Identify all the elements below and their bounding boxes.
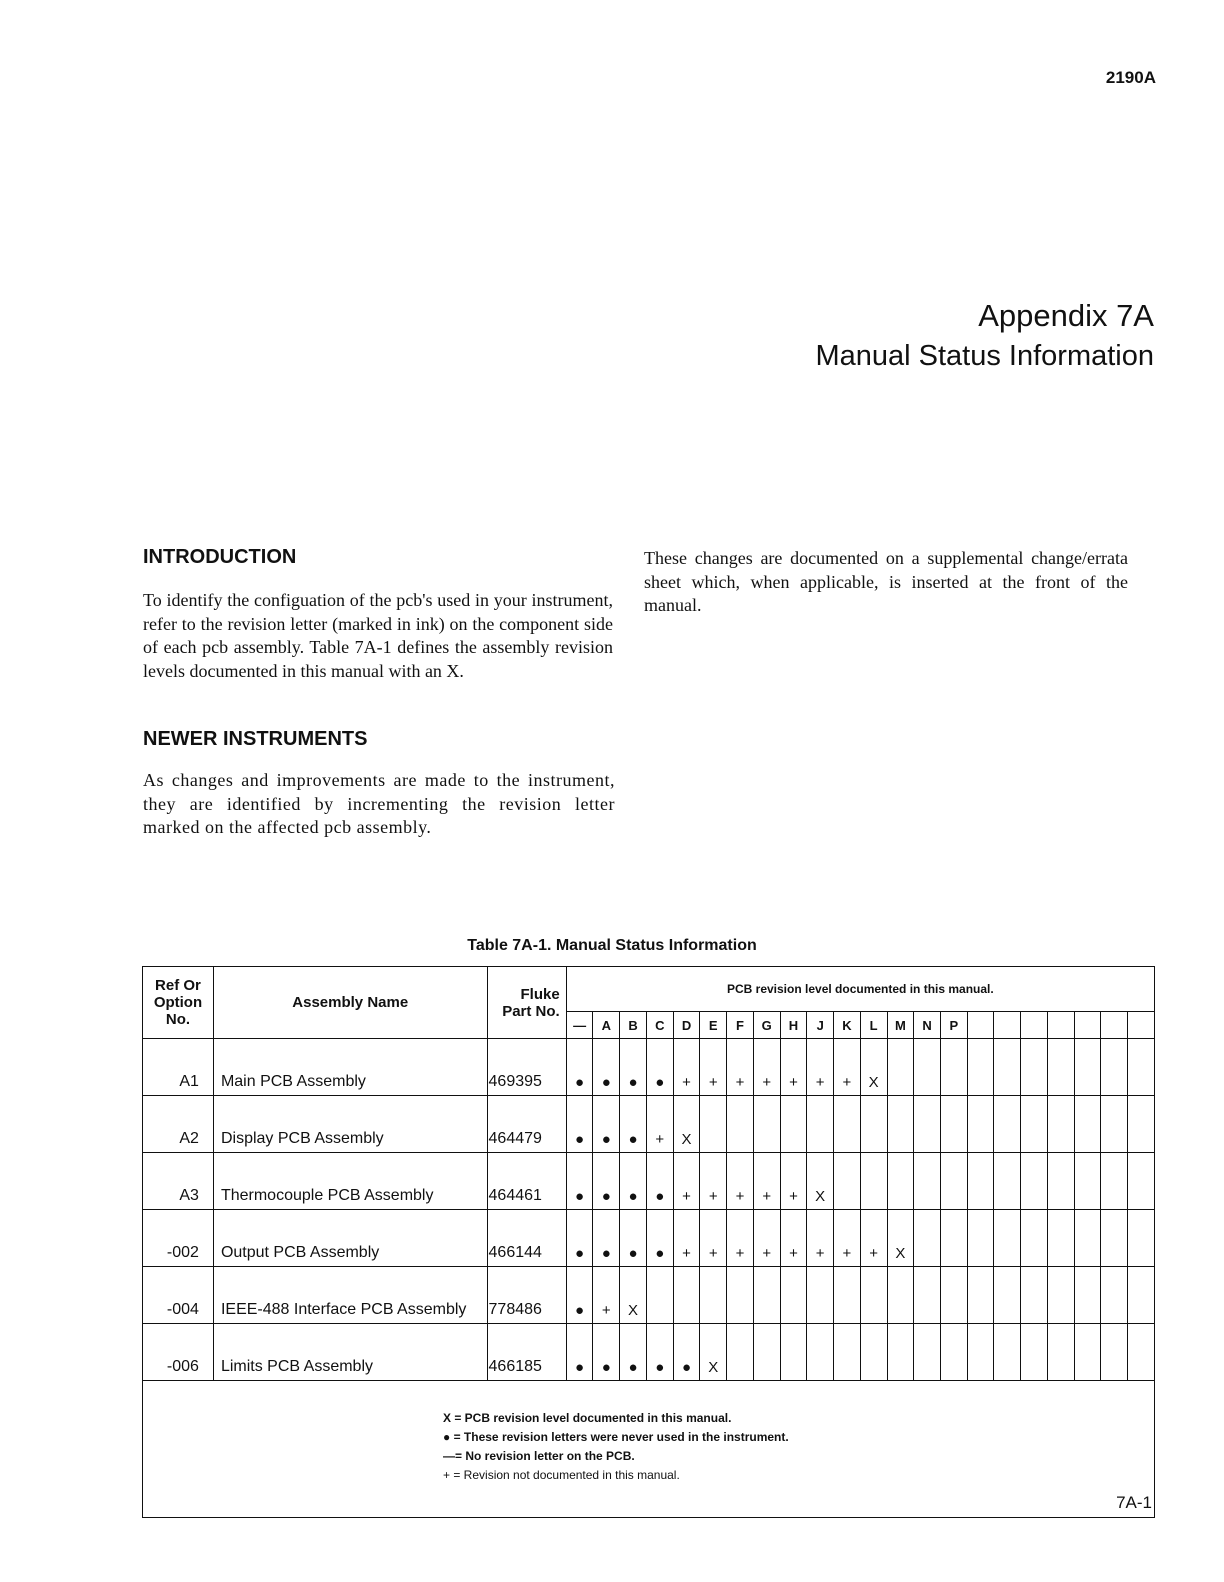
revision-mark-cell: ● [566,1096,593,1153]
revision-mark-cell [914,1267,941,1324]
revision-mark-cell [1128,1096,1155,1153]
revision-letter-header [994,1012,1021,1039]
revision-mark-cell [1047,1096,1074,1153]
legend-dash: —= No revision letter on the PCB. [443,1449,635,1463]
revision-letter-header: J [807,1012,834,1039]
revision-mark-cell: + [700,1039,727,1096]
revision-mark-cell: + [700,1153,727,1210]
revision-mark-cell [1047,1210,1074,1267]
revision-mark-cell: + [834,1039,861,1096]
revision-mark-cell [994,1096,1021,1153]
revision-mark-cell: ● [566,1267,593,1324]
revision-letter-header: K [834,1012,861,1039]
revision-mark-cell [967,1210,994,1267]
revision-mark-cell [1074,1153,1101,1210]
revision-mark-cell [967,1096,994,1153]
revision-mark-cell: + [753,1210,780,1267]
revision-mark-cell: ● [566,1210,593,1267]
revision-letter-header [1047,1012,1074,1039]
table-row [143,1210,1155,1267]
revision-mark-cell [994,1153,1021,1210]
revision-mark-cell [646,1267,673,1324]
revision-mark-cell [1074,1267,1101,1324]
revision-mark-cell [967,1153,994,1210]
revision-letter-header: D [673,1012,700,1039]
part-number-cell: 464461 [487,1153,566,1210]
revision-mark-cell [1047,1153,1074,1210]
revision-mark-cell [1074,1324,1101,1381]
table-row [143,1096,1155,1153]
revision-mark-cell [834,1267,861,1324]
revision-letter-header [1128,1012,1155,1039]
revision-mark-cell [940,1210,967,1267]
table-legend [143,1381,1155,1518]
revision-mark-cell [914,1096,941,1153]
part-number-cell: 778486 [487,1267,566,1324]
table-caption: Table 7A-1. Manual Status Information [467,937,757,954]
revision-mark-cell: ● [646,1153,673,1210]
revision-letter-header: M [887,1012,914,1039]
revision-mark-cell: + [780,1153,807,1210]
revision-mark-cell [887,1267,914,1324]
assembly-name-cell: Thermocouple PCB Assembly [213,1153,487,1210]
revision-mark-cell [1021,1210,1048,1267]
revision-mark-cell: ● [673,1324,700,1381]
revision-mark-cell [1101,1153,1128,1210]
revision-mark-cell [1101,1039,1128,1096]
revision-mark-cell [834,1324,861,1381]
ref-cell: -002 [143,1210,214,1267]
revision-mark-cell [780,1096,807,1153]
revision-mark-cell: ● [566,1153,593,1210]
revision-letter-header: H [780,1012,807,1039]
revision-mark-cell [1021,1096,1048,1153]
revision-mark-cell [807,1324,834,1381]
revision-mark-cell [807,1096,834,1153]
revision-mark-cell [940,1267,967,1324]
revision-mark-cell [994,1210,1021,1267]
revision-mark-cell [1047,1267,1074,1324]
revision-mark-cell [1128,1324,1155,1381]
revision-mark-cell [887,1153,914,1210]
legend-plus: + = Revision not documented in this manual. [443,1468,680,1482]
revision-mark-cell [1021,1039,1048,1096]
appendix-title: Appendix 7A [978,298,1154,333]
revision-mark-cell [780,1324,807,1381]
revision-mark-cell [1074,1096,1101,1153]
revision-mark-cell [887,1324,914,1381]
revision-mark-cell: ● [620,1153,647,1210]
revision-letter-header [1074,1012,1101,1039]
revision-mark-cell: + [780,1210,807,1267]
appendix-subtitle: Manual Status Information [815,340,1154,372]
legend-bullet: ● = These revision letters were never used in the instrument. [443,1430,789,1444]
revision-mark-cell: X [807,1153,834,1210]
revision-mark-cell [673,1267,700,1324]
assembly-name-cell: Output PCB Assembly [213,1210,487,1267]
revision-mark-cell [940,1153,967,1210]
revision-mark-cell [807,1267,834,1324]
revision-mark-cell: + [860,1210,887,1267]
revision-mark-cell: ● [593,1096,620,1153]
table-row [143,1324,1155,1381]
revision-mark-cell [753,1267,780,1324]
revision-mark-cell: + [807,1210,834,1267]
revision-mark-cell: + [700,1210,727,1267]
revision-mark-cell: ● [593,1210,620,1267]
revision-mark-cell [1128,1267,1155,1324]
revision-mark-cell [940,1096,967,1153]
revision-mark-cell [860,1096,887,1153]
revision-letter-header [1101,1012,1128,1039]
revision-mark-cell [1021,1324,1048,1381]
revision-mark-cell [1101,1210,1128,1267]
revision-mark-cell [967,1324,994,1381]
revision-mark-cell [1101,1096,1128,1153]
revision-letter-header: A [593,1012,620,1039]
revision-mark-cell [700,1096,727,1153]
revision-letter-header: G [753,1012,780,1039]
revision-mark-cell [1047,1039,1074,1096]
legend-x: X = PCB revision level documented in this manual. [443,1411,732,1425]
revision-mark-cell [940,1039,967,1096]
revision-mark-cell [727,1267,754,1324]
revision-letter-header [967,1012,994,1039]
revision-mark-cell: + [673,1210,700,1267]
revision-letter-header: B [620,1012,647,1039]
revision-letter-header: E [700,1012,727,1039]
revision-mark-cell [727,1096,754,1153]
revision-mark-cell [1021,1267,1048,1324]
newer-instruments-text: As changes and improvements are made to the instrument, they are identified by incrementing the revision letter marked on the affected pcb assembly. [143,770,615,837]
table-row [143,1267,1155,1324]
part-number-cell: 464479 [487,1096,566,1153]
revision-mark-cell: + [593,1267,620,1324]
assembly-name-cell: Limits PCB Assembly [213,1324,487,1381]
revision-mark-cell: ● [620,1039,647,1096]
ref-cell: -006 [143,1324,214,1381]
revision-letter-header: — [566,1012,593,1039]
revision-mark-cell: ● [620,1096,647,1153]
revision-mark-cell: + [727,1210,754,1267]
revision-header: PCB revision level documented in this manual. [566,967,1154,1012]
revision-mark-cell [887,1039,914,1096]
ref-cell: A2 [143,1096,214,1153]
ref-header: Ref Or Option No. [143,967,214,1039]
table-row [143,1153,1155,1210]
revision-mark-cell [1021,1153,1048,1210]
revision-mark-cell [860,1153,887,1210]
newer-instruments-continued: These changes are documented on a supplemental change/errata sheet which, when applicable, is inserted at the front of the manual. [644,548,1128,615]
part-number-cell: 469395 [487,1039,566,1096]
revision-letter-header: C [646,1012,673,1039]
revision-mark-cell: ● [646,1039,673,1096]
assembly-name-cell: Display PCB Assembly [213,1096,487,1153]
revision-mark-cell [994,1267,1021,1324]
revision-mark-cell [914,1324,941,1381]
page-number: 7A-1 [1116,1493,1152,1512]
revision-mark-cell: + [807,1039,834,1096]
revision-mark-cell [753,1096,780,1153]
revision-mark-cell [1128,1210,1155,1267]
revision-mark-cell [700,1267,727,1324]
ref-cell: A3 [143,1153,214,1210]
revision-mark-cell [834,1096,861,1153]
revision-mark-cell: ● [593,1153,620,1210]
revision-mark-cell [914,1153,941,1210]
revision-mark-cell [1128,1153,1155,1210]
revision-mark-cell [940,1324,967,1381]
revision-mark-cell: + [673,1039,700,1096]
revision-mark-cell: ● [593,1039,620,1096]
revision-mark-cell: + [834,1210,861,1267]
revision-mark-cell: ● [646,1324,673,1381]
ref-cell: -004 [143,1267,214,1324]
revision-mark-cell [994,1039,1021,1096]
revision-mark-cell [1128,1039,1155,1096]
revision-mark-cell: + [646,1096,673,1153]
ref-cell: A1 [143,1039,214,1096]
revision-mark-cell [780,1267,807,1324]
revision-mark-cell [914,1210,941,1267]
revision-mark-cell [887,1096,914,1153]
revision-mark-cell: X [700,1324,727,1381]
revision-letter-header: L [860,1012,887,1039]
revision-mark-cell [727,1324,754,1381]
revision-mark-cell [1074,1039,1101,1096]
revision-letter-header: P [940,1012,967,1039]
introduction-heading: INTRODUCTION [143,546,297,568]
assembly-name-cell: IEEE-488 Interface PCB Assembly [213,1267,487,1324]
revision-letter-header [1021,1012,1048,1039]
revision-mark-cell: ● [566,1039,593,1096]
part-number-cell: 466144 [487,1210,566,1267]
introduction-text: To identify the configuation of the pcb's used in your instrument, refer to the revision letter (marked in ink) on the component side of each pcb assembly. Table 7A-1 defines the assembly revision levels documented in this manual with an X. [143,590,613,681]
revision-mark-cell: + [727,1039,754,1096]
revision-mark-cell: X [673,1096,700,1153]
revision-mark-cell [1101,1324,1128,1381]
revision-mark-cell: X [887,1210,914,1267]
revision-mark-cell: + [727,1153,754,1210]
revision-mark-cell: X [620,1267,647,1324]
revision-mark-cell: ● [593,1324,620,1381]
assembly-name-header: Assembly Name [213,967,487,1039]
revision-mark-cell: ● [646,1210,673,1267]
revision-mark-cell [834,1153,861,1210]
part-number-header: Fluke Part No. [487,967,566,1039]
revision-letter-header: F [727,1012,754,1039]
revision-mark-cell [994,1324,1021,1381]
part-number-cell: 466185 [487,1324,566,1381]
newer-instruments-heading: NEWER INSTRUMENTS [143,728,368,750]
revision-mark-cell [753,1324,780,1381]
table-row [143,1039,1155,1096]
revision-mark-cell [1074,1210,1101,1267]
revision-mark-cell [1047,1324,1074,1381]
revision-mark-cell: + [753,1039,780,1096]
revision-mark-cell: + [673,1153,700,1210]
revision-mark-cell [860,1267,887,1324]
revision-mark-cell [967,1267,994,1324]
revision-mark-cell: ● [620,1324,647,1381]
revision-mark-cell: + [753,1153,780,1210]
revision-mark-cell: ● [620,1210,647,1267]
revision-mark-cell: + [780,1039,807,1096]
manual-status-table [142,966,1155,1518]
revision-mark-cell [914,1039,941,1096]
assembly-name-cell: Main PCB Assembly [213,1039,487,1096]
revision-mark-cell [967,1039,994,1096]
revision-letter-header: N [914,1012,941,1039]
revision-mark-cell [1101,1267,1128,1324]
revision-mark-cell [860,1324,887,1381]
revision-mark-cell: ● [566,1324,593,1381]
revision-mark-cell: X [860,1039,887,1096]
document-number: 2190A [1105,68,1156,87]
